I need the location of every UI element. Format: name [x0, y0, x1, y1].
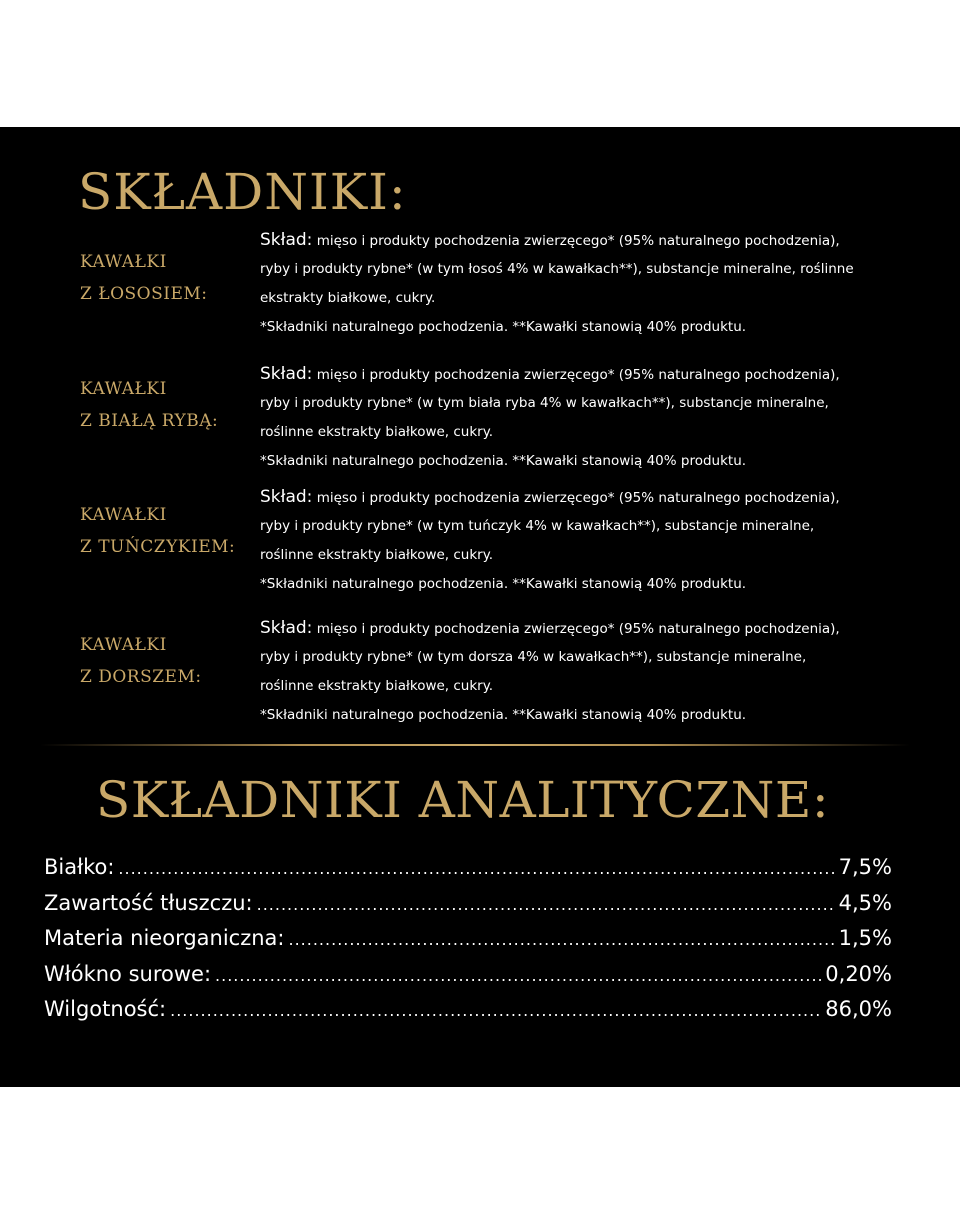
ingredient-label-line: Z BIAŁĄ RYBĄ: — [80, 411, 219, 431]
dot-leader — [215, 966, 821, 985]
composition-lead: Skład: — [260, 618, 313, 638]
composition-lead: Skład: — [260, 230, 313, 250]
ingredient-line: ryby i produkty rybne* (w tym łosoś 4% w kawałkach**), substancje mineralne, roślinne — [260, 261, 854, 277]
analytic-label: Materia nieorganiczna: — [44, 926, 285, 950]
ingredient-footnote: *Składniki naturalnego pochodzenia. **Kawałki stanowią 40% produktu. — [260, 576, 747, 592]
analytic-value: 7,5% — [838, 855, 892, 879]
ingredient-line: mięso i produkty pochodzenia zwierzęcego* (95% naturalnego pochodzenia), — [312, 621, 840, 637]
ingredient-line: roślinne ekstrakty białkowe, cukry. — [260, 678, 494, 694]
analytic-value: 4,5% — [838, 890, 892, 915]
ingredient-text-cod — [260, 614, 945, 730]
ingredient-line: ekstrakty białkowe, cukry. — [260, 290, 436, 306]
ingredient-label-line: KAWAŁKI — [80, 379, 167, 399]
analytic-row-ash — [44, 926, 892, 962]
ingredient-line: mięso i produkty pochodzenia zwierzęcego* (95% naturalnego pochodzenia), — [312, 367, 840, 383]
ingredient-label-line: Z TUŃCZYKIEM: — [80, 537, 236, 557]
dot-leader — [257, 895, 835, 914]
ingredient-footnote: *Składniki naturalnego pochodzenia. **Kawałki stanowią 40% produktu. — [260, 453, 747, 469]
ingredient-footnote: *Składniki naturalnego pochodzenia. **Kawałki stanowią 40% produktu. — [260, 319, 747, 335]
analytic-label: Białko: — [44, 855, 115, 879]
ingredient-line: mięso i produkty pochodzenia zwierzęcego* (95% naturalnego pochodzenia), — [312, 233, 840, 249]
ingredient-label-salmon — [80, 246, 250, 310]
analytic-value: 86,0% — [825, 997, 892, 1021]
ingredient-label-line: KAWAŁKI — [80, 252, 167, 272]
composition-lead: Skład: — [260, 364, 313, 384]
composition-lead: Skład: — [260, 487, 313, 507]
analytic-value: 1,5% — [838, 926, 892, 950]
analytic-label: Wilgotność: — [44, 997, 167, 1021]
ingredient-text-tuna — [260, 483, 945, 599]
analytic-row-fibre — [44, 962, 892, 998]
analytic-value: 0,20% — [825, 961, 892, 986]
ingredient-line: ryby i produkty rybne* (w tym tuńczyk 4% w kawałkach**), substancje mineralne, — [260, 518, 815, 534]
dot-leader — [289, 930, 835, 949]
ingredient-label-line: KAWAŁKI — [80, 505, 167, 525]
ingredient-line: ryby i produkty rybne* (w tym biała ryba 4% w kawałkach**), substancje mineralne, — [260, 395, 829, 411]
analytic-label: Zawartość tłuszczu: — [44, 890, 253, 915]
analytic-table — [44, 855, 892, 1033]
ingredient-footnote: *Składniki naturalnego pochodzenia. **Kawałki stanowią 40% produktu. — [260, 707, 747, 723]
ingredient-label-line: Z ŁOSOSIEM: — [80, 284, 208, 304]
ingredient-label-line: Z DORSZEM: — [80, 667, 202, 687]
ingredient-label-tuna — [80, 499, 250, 563]
ingredient-text-white-fish — [260, 360, 945, 476]
ingredient-line: mięso i produkty pochodzenia zwierzęcego* (95% naturalnego pochodzenia), — [312, 490, 840, 506]
analytic-title: SKŁADNIKI ANALITYCZNE: — [96, 771, 830, 829]
ingredient-label-white-fish — [80, 373, 250, 437]
dot-leader — [170, 1001, 821, 1020]
ingredient-line: roślinne ekstrakty białkowe, cukry. — [260, 424, 494, 440]
ingredient-text-salmon — [260, 226, 945, 342]
analytic-row-protein — [44, 855, 892, 891]
ingredient-line: roślinne ekstrakty białkowe, cukry. — [260, 547, 494, 563]
ingredient-label-line: KAWAŁKI — [80, 635, 167, 655]
ingredients-title: SKŁADNIKI: — [78, 163, 407, 221]
analytic-row-fat — [44, 891, 892, 927]
analytic-label: Włókno surowe: — [44, 961, 212, 986]
dot-leader — [118, 859, 834, 878]
ingredient-label-cod — [80, 629, 250, 693]
analytic-row-moisture — [44, 997, 892, 1033]
section-divider — [40, 744, 910, 746]
ingredient-line: ryby i produkty rybne* (w tym dorsza 4% w kawałkach**), substancje mineralne, — [260, 649, 807, 665]
